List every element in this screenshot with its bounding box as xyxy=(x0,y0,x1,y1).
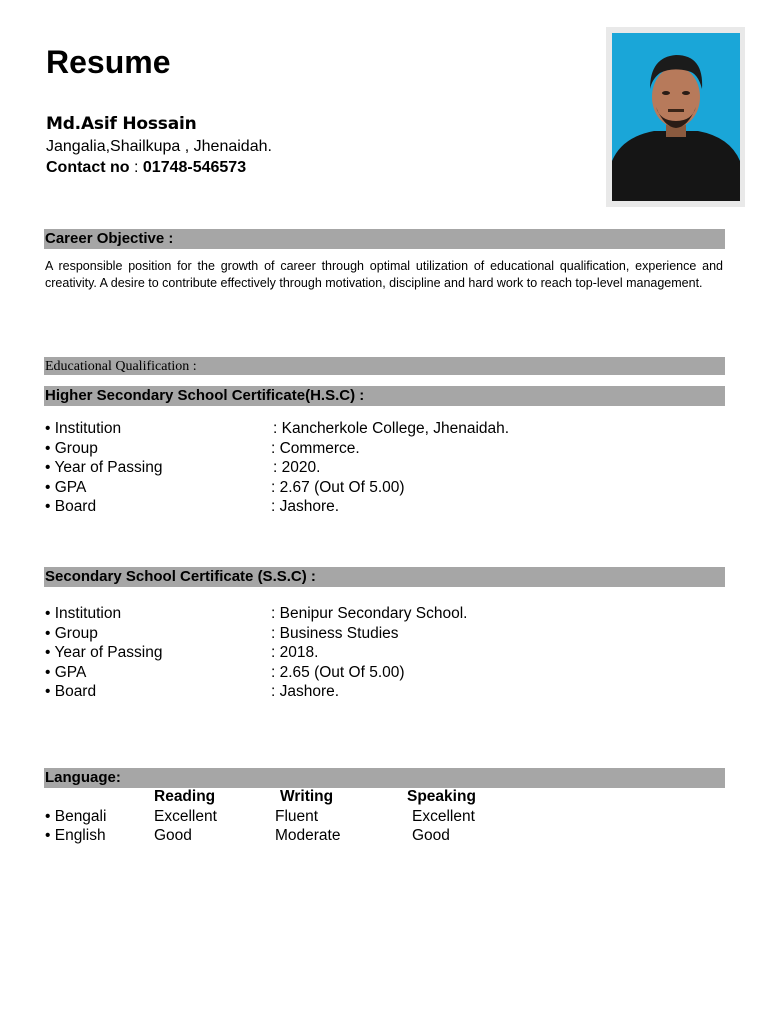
language-reading: Excellent xyxy=(154,807,217,825)
hsc-value-institution: : Kancherkole College, Jhenaidah. xyxy=(273,420,510,437)
candidate-name: Md.Asif Hossain xyxy=(46,114,197,134)
hsc-heading-bar xyxy=(44,386,725,406)
hsc-label-board: • Board xyxy=(45,498,97,515)
language-heading: Language: xyxy=(45,769,121,786)
career-objective-text: A responsible position for the growth of career through optimal utilization of educational qualification, experience and creativity. A desire to contribute effectively through motivation, discipline and hard work to reach top-level management. xyxy=(45,259,723,290)
language-reading: Good xyxy=(154,827,192,844)
education-heading-bar xyxy=(44,357,725,375)
ssc-label-board: • Board xyxy=(45,683,97,700)
column-reading: Reading xyxy=(154,788,216,805)
hsc-label-year: • Year of Passing xyxy=(45,459,163,476)
column-writing: Writing xyxy=(280,788,334,805)
ssc-label-year: • Year of Passing xyxy=(45,644,163,661)
language-speaking: Good xyxy=(412,827,450,844)
ssc-heading: Secondary School Certificate (S.S.C) : xyxy=(45,568,316,585)
hsc-value-gpa: : 2.67 (Out Of 5.00) xyxy=(271,478,405,496)
hsc-value-group: : Commerce. xyxy=(271,439,360,457)
career-objective-heading: Career Objective : xyxy=(45,230,174,247)
contact-line xyxy=(46,159,246,177)
ssc-value-board: : Jashore. xyxy=(271,683,340,700)
hsc-heading: Higher Secondary School Certificate(H.S.C) : xyxy=(45,387,365,404)
contact-value: 01748-546573 xyxy=(142,159,247,176)
hsc-label-institution: • Institution xyxy=(45,420,122,437)
contact-label: Contact no xyxy=(46,159,130,176)
column-speaking: Speaking xyxy=(407,788,476,805)
language-writing: Fluent xyxy=(275,807,319,825)
career-objective-heading-bar xyxy=(44,229,725,249)
hsc-value-board: : Jashore. xyxy=(271,498,340,515)
hsc-label-gpa: • GPA xyxy=(45,478,87,496)
ssc-value-gpa: : 2.65 (Out Of 5.00) xyxy=(271,663,405,681)
ssc-heading-bar xyxy=(44,567,725,587)
resume-title: Resume xyxy=(46,44,171,80)
language-heading-bar xyxy=(44,768,725,788)
ssc-value-institution: : Benipur Secondary School. xyxy=(271,605,468,622)
hsc-label-group: • Group xyxy=(45,439,98,457)
contact-separator: : xyxy=(129,159,143,176)
ssc-value-group: : Business Studies xyxy=(271,624,399,642)
education-heading: Educational Qualification : xyxy=(45,359,197,374)
language-writing: Moderate xyxy=(275,827,341,844)
profile-photo xyxy=(612,33,740,201)
hsc-value-year: : 2020. xyxy=(273,459,321,476)
candidate-address: Jangalia,Shailkupa , Jhenaidah. xyxy=(46,138,272,155)
ssc-label-institution: • Institution xyxy=(45,605,122,622)
language-name: • Bengali xyxy=(45,807,107,825)
ssc-label-gpa: • GPA xyxy=(45,663,87,681)
language-speaking: Excellent xyxy=(412,807,475,825)
ssc-label-group: • Group xyxy=(45,624,98,642)
ssc-value-year: : 2018. xyxy=(271,644,319,661)
language-name: • English xyxy=(45,827,106,844)
profile-photo-frame xyxy=(606,27,745,207)
